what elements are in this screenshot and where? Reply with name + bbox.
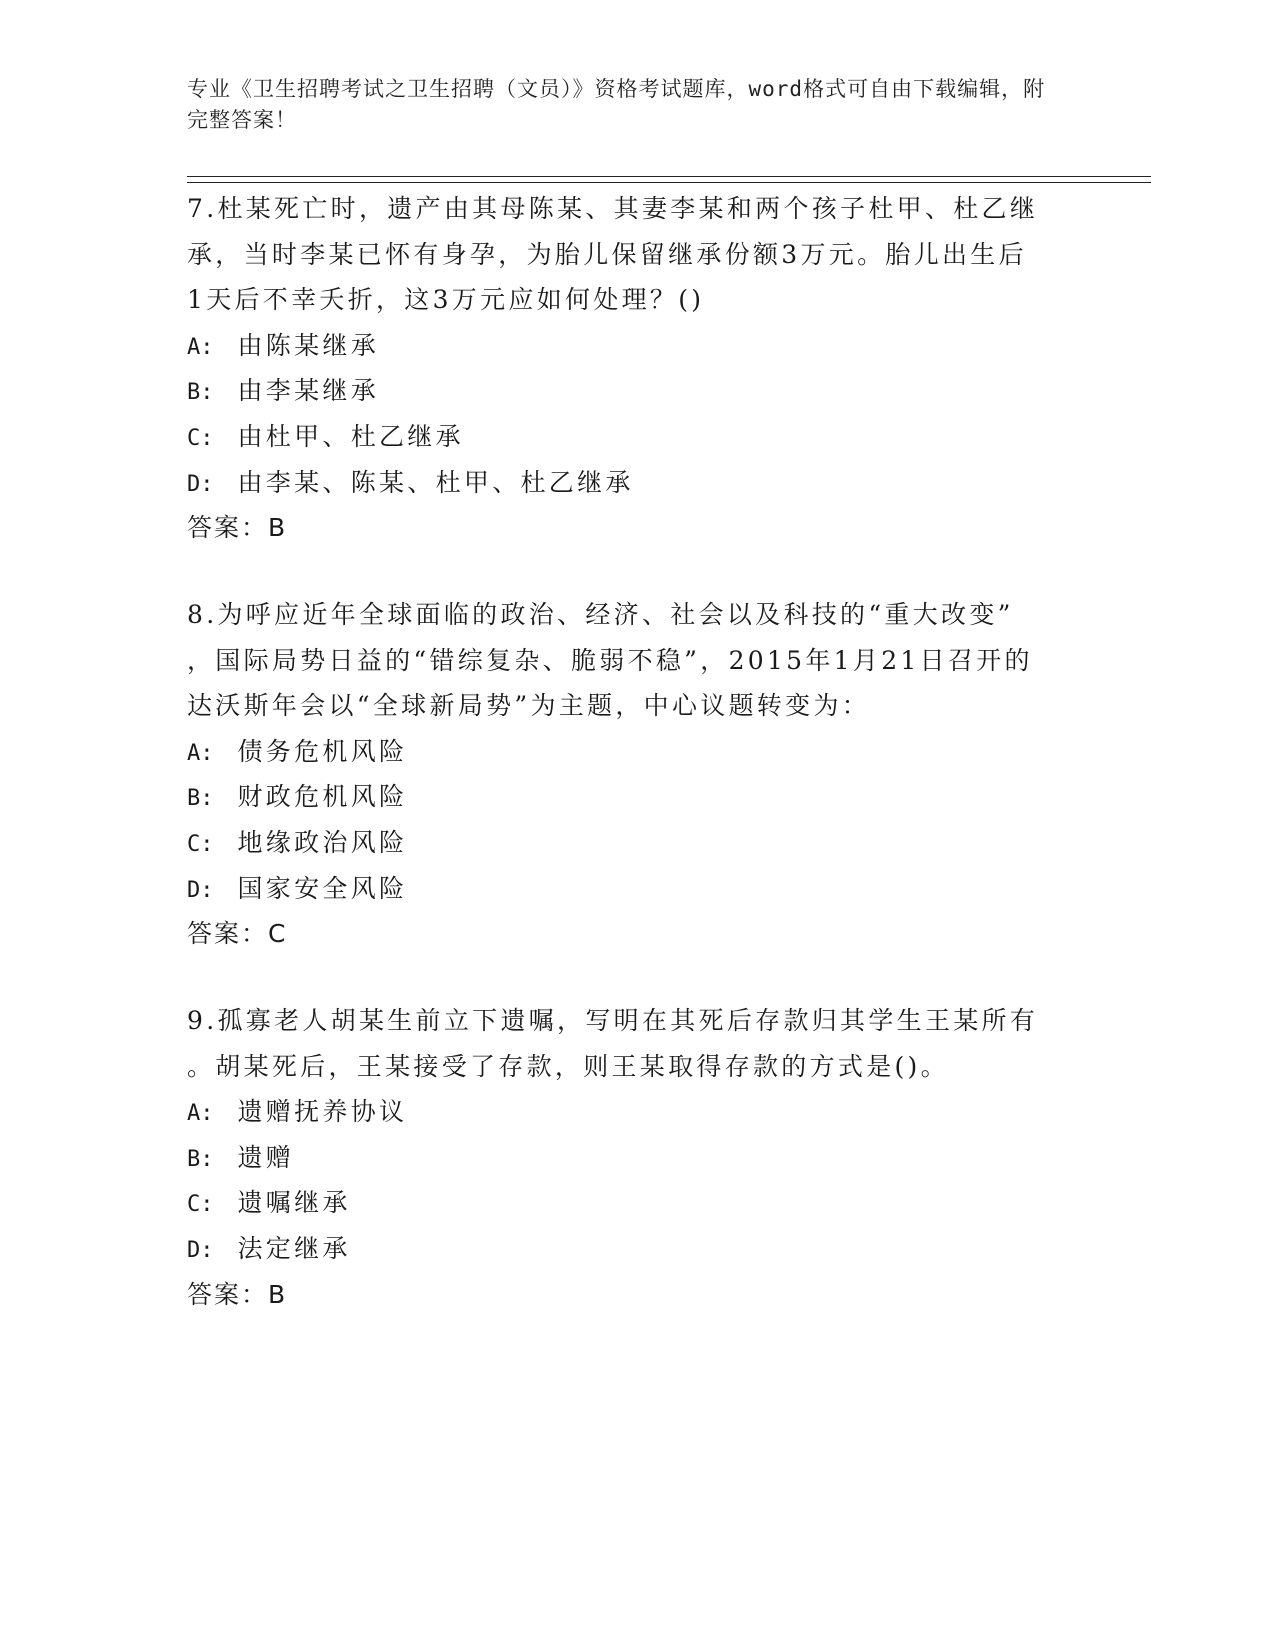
option-c: [187, 414, 1087, 460]
option-text: 遗赠抚养协议: [237, 1097, 408, 1127]
option-letter: D:: [187, 877, 214, 903]
option-a: [187, 729, 1087, 775]
option-letter: A:: [187, 1101, 214, 1127]
option-b: [187, 1135, 1087, 1181]
option-text: 遗赠: [237, 1142, 295, 1172]
option-text: 债务危机风险: [237, 736, 408, 766]
option-letter: A:: [187, 334, 214, 360]
question-stem: 9.孤寡老人胡某生前立下遗嘱，写明在其死后存款归其学生王某所有 。胡某死后，王某接受了存款，则王某取得存款的方式是()。: [187, 1006, 1039, 1081]
answer-line: 答案：B: [187, 513, 288, 543]
option-text: 由杜甲、杜乙继承: [237, 421, 464, 451]
option-text: 由李某继承: [237, 376, 380, 406]
option-letter: B:: [187, 380, 214, 406]
header-divider-bottom: [187, 182, 1151, 183]
option-text: 国家安全风险: [237, 873, 408, 903]
option-letter: D:: [187, 471, 214, 497]
option-text: 地缘政治风险: [237, 827, 408, 857]
question-stem: 8.为呼应近年全球面临的政治、经济、社会以及科技的“重大改变” ，国际局势日益的“错综复杂、脆弱不稳”，2015年1月21日召开的 达沃斯年会以“全球新局势”为主题，中心议题转变为：: [187, 600, 1033, 721]
question-8: [187, 592, 1087, 957]
option-list: [187, 1089, 1087, 1271]
question-9: [187, 998, 1087, 1317]
option-letter: B:: [187, 786, 214, 812]
header-divider-top: [187, 176, 1151, 177]
option-d: [187, 866, 1087, 912]
answer-line: 答案：B: [187, 1279, 288, 1309]
option-a: [187, 1089, 1087, 1135]
option-letter: B:: [187, 1146, 214, 1172]
option-b: [187, 774, 1087, 820]
option-text: 法定继承: [237, 1233, 351, 1263]
option-c: [187, 820, 1087, 866]
option-text: 财政危机风险: [237, 782, 408, 812]
option-letter: C:: [187, 831, 214, 857]
option-letter: D:: [187, 1237, 214, 1263]
option-list: [187, 729, 1087, 911]
option-a: [187, 323, 1087, 369]
option-d: [187, 460, 1087, 506]
answer-line: 答案：C: [187, 919, 288, 949]
option-c: [187, 1180, 1087, 1226]
option-letter: A:: [187, 740, 214, 766]
question-stem: 7.杜某死亡时，遗产由其母陈某、其妻李某和两个孩子杜甲、杜乙继 承，当时李某已怀有身孕，为胎儿保留继承份额3万元。胎儿出生后 1天后不幸夭折，这3万元应如何处理？(): [187, 194, 1039, 315]
option-list: [187, 323, 1087, 505]
option-letter: C:: [187, 1192, 214, 1218]
option-letter: C:: [187, 425, 214, 451]
document-header: 专业《卫生招聘考试之卫生招聘（文员）》资格考试题库，word格式可自由下载编辑，附完整答案！: [187, 77, 1046, 132]
option-d: [187, 1226, 1087, 1272]
option-b: [187, 368, 1087, 414]
option-text: 由李某、陈某、杜甲、杜乙继承: [237, 467, 634, 497]
option-text: 由陈某继承: [237, 330, 380, 360]
option-text: 遗嘱继承: [237, 1188, 351, 1218]
question-7: [187, 186, 1087, 551]
